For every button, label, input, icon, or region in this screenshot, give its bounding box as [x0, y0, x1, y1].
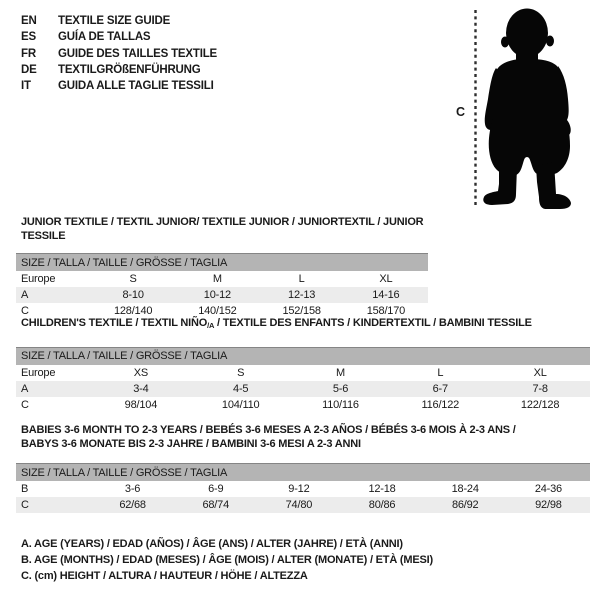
- value-cell: L: [437, 366, 444, 379]
- row-label-cell: A: [21, 382, 29, 395]
- value-cell: 18-24: [451, 483, 479, 495]
- value-cell: 5-6: [332, 382, 349, 395]
- table-title-segment: /A: [207, 321, 215, 330]
- table-title-line: [21, 216, 428, 243]
- value-cell: 10-12: [203, 289, 231, 301]
- language-label: TEXTILE SIZE GUIDE: [58, 15, 171, 27]
- table-row: [16, 481, 590, 497]
- value-cell: S: [129, 273, 137, 285]
- value-cell: 9-12: [288, 483, 310, 495]
- table-row: [16, 497, 590, 513]
- size-header-cell: SIZE / TALLA / TAILLE / GRÖSSE / TAGLIA: [16, 254, 428, 272]
- size-header-row: [16, 254, 428, 272]
- language-row: [21, 46, 217, 62]
- value-cell: 8-10: [122, 289, 144, 301]
- table-row: [16, 365, 590, 381]
- value-cell: M: [212, 273, 222, 285]
- table-title-line: [21, 424, 590, 438]
- size-header-cell: SIZE / TALLA / TAILLE / GRÖSSE / TAGLIA: [16, 464, 590, 482]
- language-code: DE: [21, 63, 37, 76]
- value-cell: XL: [533, 366, 547, 379]
- language-label: GUIDE DES TAILLES TEXTILE: [58, 47, 217, 60]
- value-cell: 98/104: [124, 398, 158, 411]
- value-cell: 12-18: [368, 483, 396, 495]
- value-cell: 140/152: [198, 305, 237, 317]
- size-header-row: [16, 347, 590, 365]
- language-code: EN: [21, 15, 37, 27]
- table-title-line: [21, 317, 590, 333]
- size-header-cell: SIZE / TALLA / TAILLE / GRÖSSE / TAGLIA: [16, 347, 590, 365]
- value-cell: 3-6: [124, 483, 141, 495]
- babies-textile-table: [16, 424, 590, 513]
- table-title-segment: JUNIOR TEXTILE / TEXTIL JUNIOR/ TEXTILE JUNIOR / JUNIORTEXTIL / JUNIOR TESSILE: [21, 216, 424, 242]
- language-label: GUIDA ALLE TAGLIE TESSILI: [58, 80, 214, 93]
- baby-silhouette-shape: [483, 9, 571, 210]
- footnote-list: [21, 536, 433, 585]
- table-title: [16, 424, 590, 451]
- table-row: [16, 287, 428, 303]
- value-cell: 3-4: [133, 382, 149, 395]
- language-list: [21, 13, 217, 94]
- row-label-cell: C: [21, 305, 29, 317]
- table-title-segment: / TEXTILE DES ENFANTS / KINDERTEXTIL / BAMBINI TESSILE: [214, 317, 532, 329]
- value-cell: 74/80: [285, 499, 313, 511]
- language-label: GUÍA DE TALLAS: [58, 31, 151, 44]
- value-cell: 92/98: [535, 499, 562, 511]
- value-cell: 128/140: [113, 305, 153, 317]
- row-label-cell: A: [21, 289, 29, 301]
- value-cell: 6-7: [432, 382, 448, 395]
- value-cell: M: [336, 366, 345, 379]
- value-cell: S: [237, 366, 245, 379]
- value-cell: 80/86: [368, 499, 396, 511]
- language-code: IT: [21, 80, 31, 93]
- row-label-cell: C: [21, 398, 29, 411]
- language-code: FR: [21, 47, 36, 60]
- table-title: [16, 216, 428, 243]
- footnote-line: C. (cm) HEIGHT / ALTURA / HAUTEUR / HÖHE / ALTEZZA: [21, 570, 308, 583]
- value-cell: 4-5: [233, 382, 249, 395]
- language-code: ES: [21, 31, 36, 44]
- row-label-cell: Europe: [21, 366, 56, 379]
- value-cell: 158/170: [366, 305, 406, 317]
- value-cell: 116/122: [421, 398, 460, 411]
- table-row: [16, 381, 590, 397]
- language-row: [21, 29, 217, 45]
- value-cell: 104/110: [221, 398, 260, 411]
- row-label-cell: C: [21, 499, 29, 511]
- table-row: [16, 397, 590, 413]
- value-cell: XS: [133, 366, 149, 379]
- value-cell: 110/116: [322, 398, 359, 411]
- size-header-row: [16, 464, 590, 482]
- value-cell: 86/92: [451, 499, 479, 511]
- table-title-segment: CHILDREN'S TEXTILE / TEXTIL NIÑO: [21, 317, 208, 329]
- value-cell: XL: [379, 273, 393, 285]
- table-title-line: [21, 438, 590, 452]
- value-cell: 14-16: [372, 289, 400, 301]
- table-title-segment: BABYS 3-6 MONATE BIS 2-3 JAHRE / BAMBINI 3-6 MESI A 2-3 ANNI: [21, 437, 361, 450]
- value-cell: 152/158: [282, 305, 321, 317]
- children-textile-table: [16, 317, 590, 413]
- value-cell: 62/68: [119, 499, 146, 511]
- baby-silhouette-icon: [470, 4, 585, 214]
- table-row: [16, 271, 428, 287]
- height-measure-label: C: [456, 105, 466, 119]
- language-label: TEXTILGRÖßENFÜHRUNG: [58, 63, 201, 76]
- table-title-segment: BABIES 3-6 MONTH TO 2-3 YEARS / BEBÉS 3-6 MESES A 2-3 AÑOS / BÉBÉS 3-6 MOIS À 2-3 ANS /: [21, 424, 516, 436]
- value-cell: 24-36: [534, 483, 562, 495]
- language-row: [21, 62, 217, 78]
- row-label-cell: Europe: [21, 273, 56, 285]
- value-cell: 7-8: [532, 382, 548, 395]
- footnote-line: A. AGE (YEARS) / EDAD (AÑOS) / ÂGE (ANS) / ALTER (JAHRE) / ETÀ (ANNI): [21, 538, 403, 550]
- value-cell: 122/128: [520, 398, 560, 411]
- value-cell: 6-9: [208, 483, 224, 495]
- table-title: [16, 317, 590, 333]
- footnote-line: B. AGE (MONTHS) / EDAD (MESES) / ÂGE (MOIS) / ALTER (MONATE) / ETÀ (MESI): [21, 554, 433, 567]
- row-label-cell: B: [21, 483, 29, 495]
- value-cell: 12-13: [288, 289, 316, 301]
- junior-textile-table: [16, 216, 428, 319]
- value-cell: 68/74: [202, 499, 229, 511]
- value-cell: L: [298, 273, 305, 285]
- language-row: [21, 78, 217, 94]
- language-row: [21, 13, 217, 29]
